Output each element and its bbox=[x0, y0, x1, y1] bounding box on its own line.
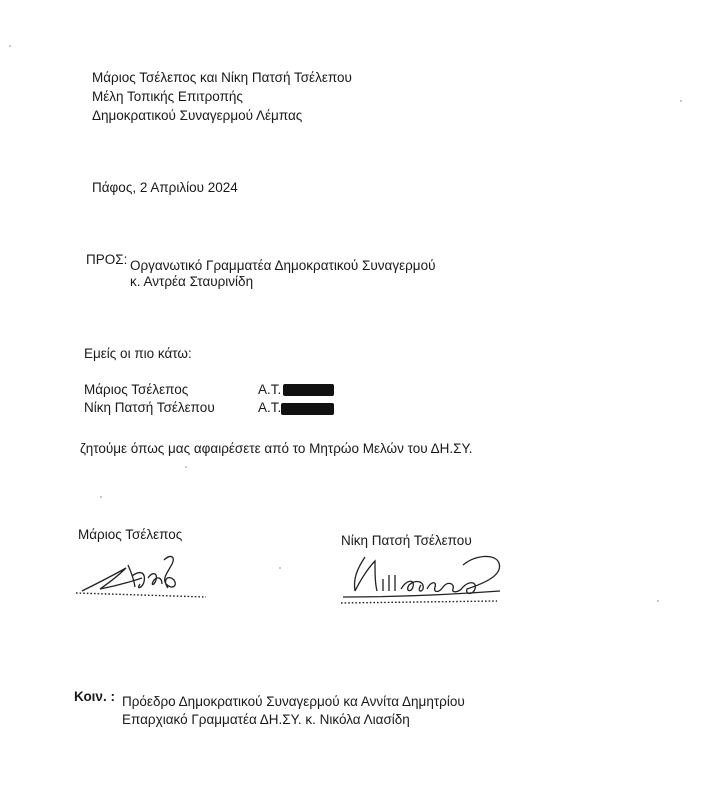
cc-label: Κοιν. : bbox=[74, 689, 115, 704]
recipient-title: Οργανωτικό Γραμματέα Δημοκρατικού Συναγερμού bbox=[130, 258, 436, 273]
signature-1-image bbox=[70, 540, 220, 610]
member-name: Μάριος Τσέλεπος bbox=[84, 382, 189, 397]
place-date: Πάφος, 2 Απριλίου 2024 bbox=[92, 180, 238, 195]
scan-speck bbox=[279, 567, 281, 569]
signature-name: Νίκη Πατσή Τσέλεπου bbox=[341, 533, 472, 548]
recipient-prefix: ΠΡΟΣ: bbox=[86, 252, 128, 267]
scan-speck bbox=[185, 466, 187, 468]
member-name: Νίκη Πατσή Τσέλεπου bbox=[84, 400, 215, 415]
cc-line-2: Επαρχιακό Γραμματέα ΔΗ.ΣΥ. κ. Νικόλα Λιασίδη bbox=[122, 712, 410, 727]
redaction-bar bbox=[283, 384, 334, 396]
scan-speck bbox=[100, 496, 102, 498]
body-request: ζητούμε όπως μας αφαιρέσετε από το Μητρώο Μελών του ΔΗ.ΣΥ. bbox=[80, 441, 473, 456]
redaction-bar bbox=[281, 403, 334, 415]
recipient-name: κ. Αντρέα Σταυρινίδη bbox=[130, 274, 254, 289]
sender-role: Μέλη Τοπικής Επιτροπής bbox=[92, 89, 243, 104]
scan-speck bbox=[680, 100, 682, 102]
scan-speck bbox=[9, 45, 11, 47]
member-id-label: Α.Τ. bbox=[258, 382, 282, 397]
cc-line-1: Πρόεδρο Δημοκρατικού Συναγερμού κα Αννίτα Δημητρίου bbox=[122, 694, 465, 709]
sender-names: Μάριος Τσέλεπος και Νίκη Πατσή Τσέλεπου bbox=[92, 70, 352, 85]
scan-speck bbox=[657, 600, 659, 602]
signature-name: Μάριος Τσέλεπος bbox=[78, 527, 183, 542]
member-id-label: Α.Τ. bbox=[258, 400, 282, 415]
signature-2-image bbox=[335, 545, 515, 615]
sender-organization: Δημοκρατικού Συναγερμού Λέμπας bbox=[92, 108, 303, 123]
body-intro: Εμείς οι πιο κάτω: bbox=[84, 346, 192, 361]
